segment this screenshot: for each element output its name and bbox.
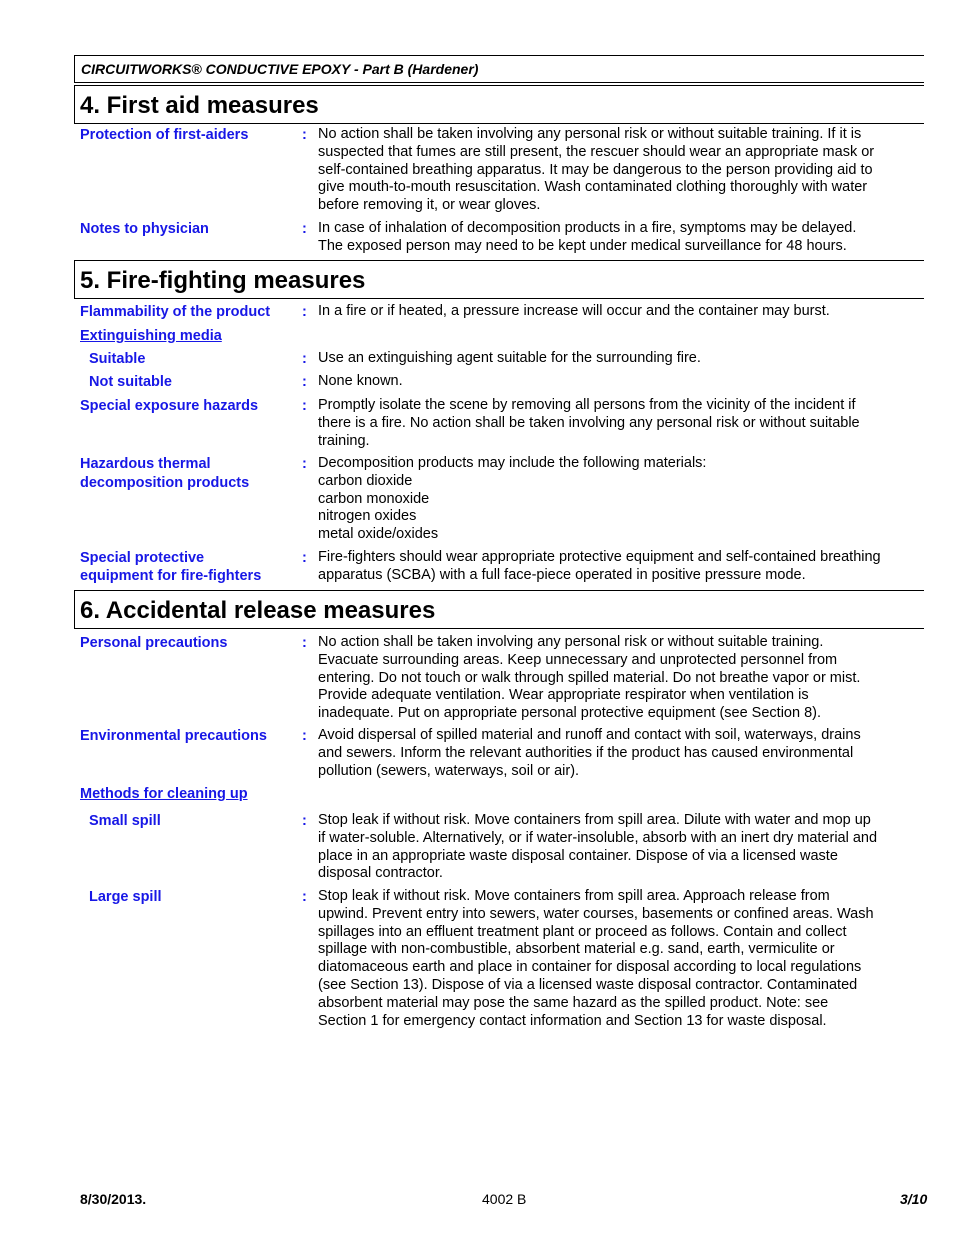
- personal-label: Personal precautions: [80, 635, 228, 651]
- text-line: Provide adequate ventilation. Wear appropriate respirator when ventilation is: [318, 687, 809, 704]
- text-line: carbon dioxide: [318, 472, 413, 489]
- text-line: The exposed person may need to be kept under medical surveillance for 48 hours.: [318, 237, 847, 254]
- text-line: before removing it, or wear gloves.: [318, 197, 541, 214]
- footer-product-code: 4002 B: [482, 1191, 527, 1207]
- environmental-value: [318, 727, 924, 780]
- suitable-label: Suitable: [89, 351, 146, 367]
- section-6-header: [74, 590, 924, 629]
- text-line: absorbent material may pose the same hazard as the spilled product. Note: see: [318, 994, 829, 1011]
- colon: :: [302, 398, 307, 414]
- section-5-header: [74, 260, 924, 299]
- text-line: inadequate. Put on appropriate personal protective equipment (see Section 8).: [318, 705, 821, 722]
- text-line: carbon monoxide: [318, 490, 430, 507]
- extinguishing-media-heading: Extinguishing media: [80, 328, 222, 344]
- physician-label: Notes to physician: [80, 221, 209, 237]
- personal-value: [318, 634, 924, 723]
- text-line: No action shall be taken involving any personal risk or without suitable training. If it is: [318, 126, 862, 142]
- text-line: Decomposition products may include the following materials:: [318, 455, 707, 471]
- section-5-title: 5. Fire-fighting measures: [80, 267, 366, 294]
- colon: :: [302, 456, 307, 472]
- text-line: diatomaceous earth and place in container for disposal according to local regulations: [318, 959, 862, 976]
- colon: :: [302, 813, 307, 829]
- text-line: self-contained breathing apparatus. It may be dangerous to the person providing aid to: [318, 161, 873, 178]
- not-suitable-label: Not suitable: [89, 374, 172, 390]
- large-spill-value: [318, 888, 924, 1030]
- section-4-title: 4. First aid measures: [80, 92, 319, 119]
- text-line: suspected that fumes are still present, the rescuer should wear an appropriate mask or: [318, 143, 875, 160]
- flammability-label: Flammability of the product: [80, 304, 271, 320]
- text-line: Fire-fighters should wear appropriate protective equipment and self-contained breathing: [318, 549, 881, 565]
- text-line: spillages into an effluent treatment plant or proceed as follows. Contain and collect: [318, 923, 847, 940]
- colon: :: [302, 221, 307, 237]
- text-line: Avoid dispersal of spilled material and runoff and contact with soil, waterways, drains: [318, 727, 861, 743]
- protection-label: Protection of first-aiders: [80, 127, 249, 143]
- exposure-label: Special exposure hazards: [80, 398, 259, 414]
- text-line: Stop leak if without risk. Move containers from spill area. Approach release from: [318, 888, 830, 904]
- text-line: there is a fire. No action shall be taken involving any personal risk or without suitable: [318, 414, 860, 431]
- colon: :: [302, 635, 307, 651]
- colon: :: [302, 728, 307, 744]
- text-line: Use an extinguishing agent suitable for the surrounding fire.: [318, 350, 701, 366]
- small-spill-label: Small spill: [89, 813, 161, 829]
- document-title: CIRCUITWORKS® CONDUCTIVE EPOXY - Part B (Hardener): [81, 61, 479, 77]
- text-line: metal oxide/oxides: [318, 526, 439, 543]
- footer-date: 8/30/2013.: [80, 1191, 147, 1207]
- footer-page-number: 3/10: [900, 1191, 928, 1207]
- equipment-label-line-1: Special protective: [80, 550, 205, 566]
- text-line: place in an appropriate waste disposal container. Dispose of via a licensed waste: [318, 847, 838, 864]
- thermal-label-line-1: Hazardous thermal: [80, 456, 211, 472]
- text-line: Evacuate surrounding areas. Keep unnecessary and unprotected personnel from: [318, 651, 838, 668]
- document-header: [74, 55, 924, 83]
- text-line: pollution (sewers, waterways, soil or air).: [318, 762, 580, 779]
- text-line: disposal contractor.: [318, 865, 443, 882]
- text-line: entering. Do not touch or walk through spilled material. Do not breathe vapor or mist.: [318, 669, 861, 686]
- physician-value: [318, 220, 924, 256]
- text-line: None known.: [318, 373, 403, 389]
- colon: :: [302, 127, 307, 143]
- text-line: if water-soluble. Alternatively, or if water-insoluble, absorb with an inert dry material and: [318, 829, 878, 846]
- exposure-value: [318, 397, 924, 450]
- text-line: apparatus (SCBA) with a full face-piece operated in positive pressure mode.: [318, 566, 806, 583]
- text-line: (see Section 13). Dispose of via a licensed waste disposal contractor. Contaminated: [318, 976, 858, 993]
- methods-cleaning-heading: Methods for cleaning up: [80, 786, 248, 802]
- section-4-header: [74, 85, 924, 124]
- text-line: training.: [318, 432, 370, 449]
- text-line: nitrogen oxides: [318, 508, 417, 525]
- colon: :: [302, 304, 307, 320]
- text-line: give mouth-to-mouth resuscitation. Wash contaminated clothing thoroughly with water: [318, 179, 868, 196]
- thermal-label-line-2: decomposition products: [80, 475, 250, 491]
- large-spill-label: Large spill: [89, 889, 162, 905]
- protection-value: [318, 126, 924, 215]
- colon: :: [302, 351, 307, 367]
- colon: :: [302, 374, 307, 390]
- text-line: spillage with non-combustible, absorbent material e.g. sand, earth, vermiculite or: [318, 941, 835, 958]
- text-line: In case of inhalation of decomposition products in a fire, symptoms may be delayed.: [318, 220, 857, 236]
- small-spill-value: [318, 812, 924, 883]
- text-line: and sewers. Inform the relevant authorities if the product has caused environmental: [318, 744, 854, 761]
- text-line: upwind. Prevent entry into sewers, water courses, basements or confined areas. Wash: [318, 905, 874, 922]
- flammability-value: [318, 303, 924, 321]
- colon: :: [302, 889, 307, 905]
- equipment-value: [318, 549, 924, 585]
- text-line: Promptly isolate the scene by removing all persons from the vicinity of the incident if: [318, 397, 856, 413]
- text-line: Section 1 for emergency contact information and Section 13 for waste disposal.: [318, 1012, 827, 1029]
- equipment-label-line-2: equipment for fire-fighters: [80, 568, 262, 584]
- text-line: No action shall be taken involving any personal risk or without suitable training.: [318, 634, 824, 650]
- text-line: Stop leak if without risk. Move containers from spill area. Dilute with water and mop up: [318, 812, 871, 828]
- colon: :: [302, 550, 307, 566]
- section-6-title: 6. Accidental release measures: [80, 597, 436, 624]
- text-line: In a fire or if heated, a pressure increase will occur and the container may burst.: [318, 303, 830, 319]
- not-suitable-value: [318, 373, 924, 391]
- suitable-value: [318, 350, 924, 368]
- environmental-label: Environmental precautions: [80, 728, 267, 744]
- thermal-value: [318, 455, 924, 544]
